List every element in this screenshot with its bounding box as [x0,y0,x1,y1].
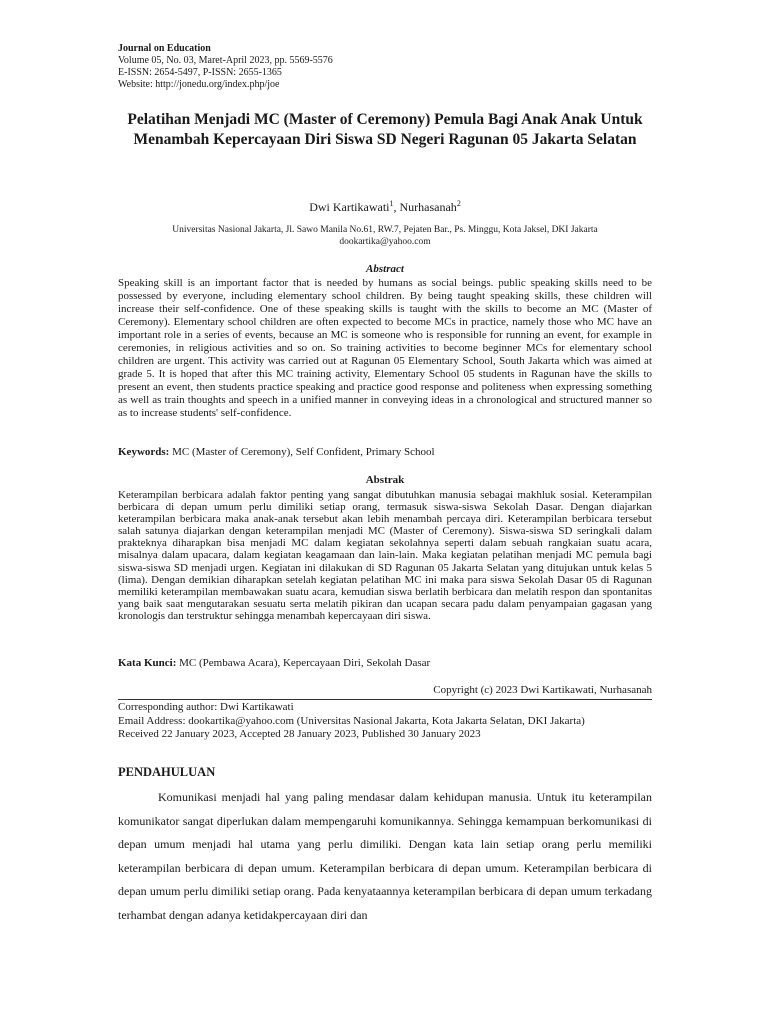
kata-kunci-label: Kata Kunci: [118,657,177,669]
paper-title: Pelatihan Menjadi MC (Master of Ceremony) Pemula Bagi Anak Anak Untuk Menambah Kepercayaan Diri Siswa SD Negeri Ragunan 05 Jakarta Selatan [127,111,643,148]
author-affiliation-mark: 1 [389,199,394,208]
keywords [118,446,652,459]
keywords-values: MC (Master of Ceremony), Self Confident, Primary School [169,446,435,458]
author-name: Nurhasanah [399,200,457,214]
abstract-heading: Abstract [366,263,404,275]
divider [118,699,652,700]
affiliation-address: Universitas Nasional Jakarta, Jl. Sawo Manila No.61, RW.7, Pejaten Bar., Ps. Minggu, Kota Jaksel, DKI Jakarta [172,225,598,235]
journal-header [118,43,652,91]
abstrak-text: Keterampilan berbicara adalah faktor penting yang sangat dibutuhkan manusia sebagai makhluk sosial. Keterampilan berbicara di depan umum perlu dimiliki setiap orang, termasuk siswa-siswa Sekolah Dasar. Dengan diajarkan keterampilan berbicara maka anak-anak tersebut akan lebih menambah percaya diri. Keterampilan berbicara tersebut salah satunya diajarkan dengan keterampilan menjadi MC (Master of Ceremony). Siswa-siswa SD seringkali dalam prakteknya diharapkan bisa menjadi MC dalam kegiatan sekolahnya seperti dalam sebuah rangkaian suatu acara, misalnya dalam upacara, dalam kegiatan keagamaan dan lain-lain. Maka kegiatan pelatihan menjadi MC pemula bagi siswa-siswa SD menjadi urgen. Kegiatan ini dilakukan di SD Ragunan 05 Jakarta Selatan yang ditujukan untuk kelas 5 (lima). Dengan demikian diharapkan setelah kegiatan pelatihan MC ini maka para siswa Sekolah Dasar 05 di Ragunan memiliki keterampilan membawakan suatu acara, kemudian siswa berlatih berbicara dan melatih respon dan spontanitas yang baik saat mengutarakan sesuatu serta melatih pikiran dan ucapan secara padu dalam penyampaian gagasan yang kronologis dan terstruktur sehingga menambah kepercayaan diri siswa. [118,489,652,622]
author-name: Dwi Kartikawati [309,200,390,214]
corresponding-author: Corresponding author: Dwi Kartikawati [118,701,294,713]
journal-volume: Volume 05, No. 03, Maret-April 2023, pp. 5569-5576 [118,55,333,66]
section-body: Komunikasi menjadi hal yang paling mendasar dalam kehidupan manusia. Untuk itu keterampilan komunikator sangat diperlukan dalam mempengaruhi komunikannya. Sehingga kemampuan berkomunikasi di depan umum menjadi hal utama yang perlu dimiliki. Dengan kata lain setiap orang perlu memiliki keterampilan berbicara di depan umum. Keterampilan berbicara di depan umum. Keterampilan berbicara di depan umum perlu dimiliki setiap orang. Pada kenyataannya keterampilan berbicara di depan umum terkadang terhambat dengan adanya ketidakpercayaan diri dan [118,790,652,922]
kata-kunci [118,657,652,670]
journal-issn: E-ISSN: 2654-5497, P-ISSN: 2655-1365 [118,67,282,78]
affiliation [118,224,652,248]
abstrak-heading: Abstrak [365,474,405,486]
author-separator: , [393,200,400,214]
correspondence-block [118,701,652,742]
keywords-label: Keywords: [118,446,170,458]
journal-name: Journal on Education [118,43,211,54]
kata-kunci-values: MC (Pembawa Acara), Kepercayaan Diri, Sekolah Dasar [176,657,431,669]
abstract-text: Speaking skill is an important factor that is needed by humans as social beings. public speaking skills need to be possessed by everyone, including elementary school children. By being taught speaking skills, these children will increase their self-confidence. One of these speaking skills is taught with the skills to become an MC (Master of Ceremony). Elementary school children are often expected to become MCs in practice, namely those who MC have an important role in a series of events, because an MC is someone who is responsible for running an event, for example in ceremonies, in religious activities and so on. So training activities to become beginner MCs for elementary school children are urgent. This activity was carried out at Ragunan 05 Elementary School, South Jakarta which was aimed at grade 5. It is hoped that after this MC training activity, Elementary School 05 students in Ragunan have the skills to present an event, then students practice speaking and practice good response and politeness when expressing something as well as train thoughts and speech in a unified manner in conveying ideas in a chronological and structured manner so as to increase students' self-confidence. [118,277,652,419]
copyright-line: Copyright (c) 2023 Dwi Kartikawati, Nurhasanah [433,684,652,696]
author-list [118,199,652,215]
correspondence-email: Email Address: dookartika@yahoo.com (Universitas Nasional Jakarta, Kota Jakarta Selatan, DKI Jakarta) [118,714,585,727]
section-heading: PENDAHULUAN [118,765,216,779]
journal-website: Website: http://jonedu.org/index.php/joe [118,79,280,90]
affiliation-email: dookartika@yahoo.com [339,237,431,247]
author-affiliation-mark: 2 [456,199,461,208]
publication-dates: Received 22 January 2023, Accepted 28 January 2023, Published 30 January 2023 [118,728,481,740]
